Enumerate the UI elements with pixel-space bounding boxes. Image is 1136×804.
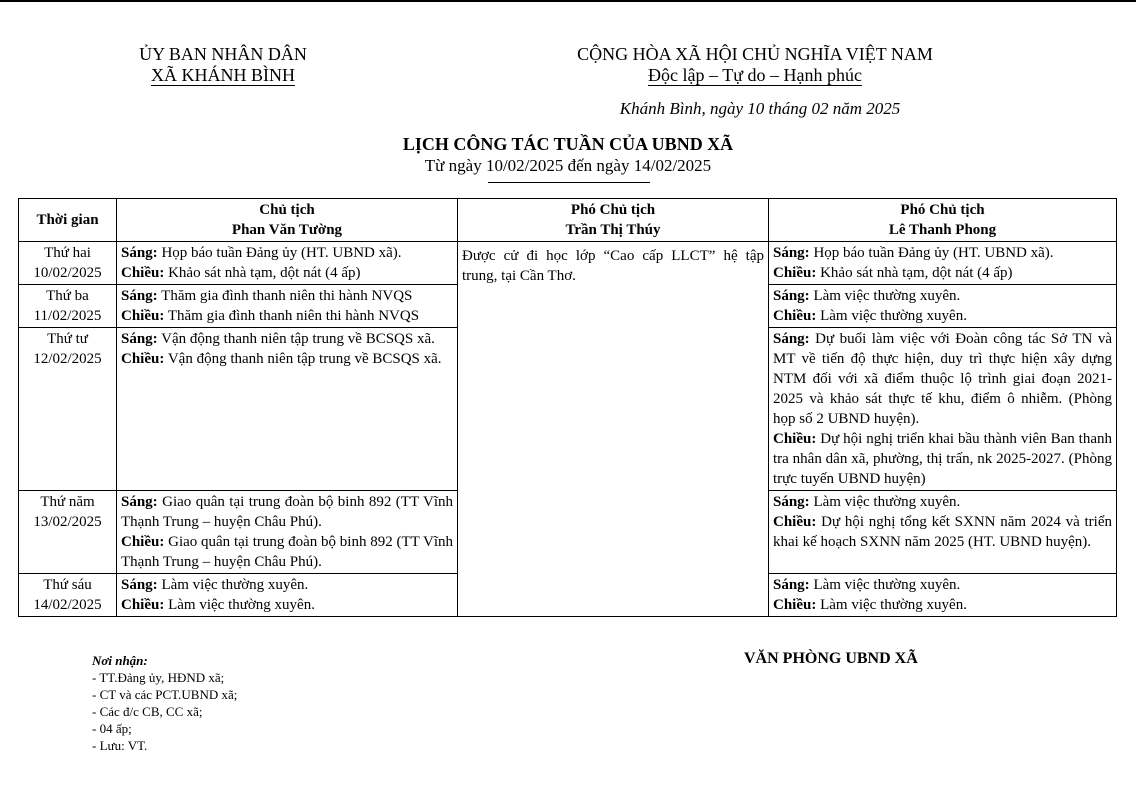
- morning-label: Sáng:: [773, 245, 810, 261]
- signature-office: VĂN PHÒNG UBND XÃ: [744, 650, 918, 667]
- morning-text: Giao quân tại trung đoàn bộ binh 892 (TT Vĩnh Thạnh Trung – huyện Châu Phú).: [121, 494, 454, 530]
- recipient-item: - 04 ấp;: [92, 721, 132, 736]
- afternoon-label: Chiều:: [121, 597, 165, 613]
- vice-chair-2-cell: [769, 574, 1117, 617]
- document-subtitle: Từ ngày 10/02/2025 đến ngày 14/02/2025: [424, 156, 712, 175]
- afternoon-text: Làm việc thường xuyên.: [820, 308, 967, 324]
- org-line-2: XÃ KHÁNH BÌNH: [151, 65, 295, 85]
- afternoon-label: Chiều:: [773, 265, 817, 281]
- document-title: LỊCH CÔNG TÁC TUẦN CỦA UBND XÃ: [402, 134, 734, 154]
- day-date: 13/02/2025: [33, 514, 102, 530]
- morning-text: Dự buổi làm việc với Đoàn công tác Sở TN và MT về tiến độ thực hiện, duy trì thực hiện xây dựng NTM đối với xã điểm thuộc lộ trình giai đoạn 2021-2025 và khảo sát thực tế khu, điểm ô nhiễm. (Phòng họp số 2 UBND huyện).: [773, 331, 1112, 427]
- day-date: 10/02/2025: [33, 265, 102, 281]
- morning-label: Sáng:: [773, 577, 810, 593]
- afternoon-label: Chiều:: [773, 514, 817, 530]
- morning-label: Sáng:: [121, 331, 158, 347]
- morning-text: Vận động thanh niên tập trung về BCSQS xã.: [161, 331, 435, 347]
- afternoon-text: Dự hội nghị tổng kết SXNN năm 2024 và triển khai kế hoạch SXNN năm 2025 (HT. UBND huyện).: [773, 514, 1113, 550]
- day-cell: [19, 285, 117, 328]
- nation-line-1: CỘNG HÒA XÃ HỘI CHỦ NGHĨA VIỆT NAM: [577, 44, 933, 64]
- table-row: [19, 242, 1117, 285]
- afternoon-text: Vận động thanh niên tập trung về BCSQS xã.: [167, 351, 442, 367]
- recipient-item: - TT.Đảng ủy, HĐND xã;: [92, 670, 225, 685]
- chairman-cell: [117, 574, 458, 617]
- chairman-name: Phan Văn Tường: [231, 222, 343, 238]
- day-name: Thứ hai: [44, 245, 91, 261]
- afternoon-text: Làm việc thường xuyên.: [168, 597, 315, 613]
- title-rule: [488, 182, 650, 183]
- day-date: 12/02/2025: [33, 351, 102, 367]
- nation-line-2: Độc lập – Tự do – Hạnh phúc: [648, 65, 862, 85]
- chairman-cell: [117, 328, 458, 491]
- header-vice-chair-2: [769, 199, 1117, 242]
- morning-label: Sáng:: [121, 494, 158, 510]
- vice-chair-1-name: Trần Thị Thúy: [565, 222, 661, 238]
- recipient-item: - Lưu: VT.: [92, 738, 148, 753]
- schedule-table: [18, 198, 1117, 617]
- national-header: [545, 44, 965, 86]
- morning-text: Làm việc thường xuyên.: [161, 577, 309, 593]
- vice-chair-2-cell: [769, 491, 1117, 574]
- morning-label: Sáng:: [121, 577, 158, 593]
- header-chairman: [117, 199, 458, 242]
- recipients-heading: Nơi nhận:: [92, 653, 148, 668]
- vice-chair-2-cell: [769, 242, 1117, 285]
- afternoon-label: Chiều:: [773, 308, 817, 324]
- morning-label: Sáng:: [121, 288, 158, 304]
- place-date: Khánh Bình, ngày 10 tháng 02 năm 2025: [619, 99, 901, 118]
- afternoon-label: Chiều:: [121, 534, 165, 550]
- afternoon-text: Làm việc thường xuyên.: [820, 597, 967, 613]
- table-header-row: [19, 199, 1117, 242]
- morning-label: Sáng:: [773, 494, 810, 510]
- day-name: Thứ năm: [40, 494, 95, 510]
- day-date: 11/02/2025: [33, 308, 102, 324]
- afternoon-label: Chiều:: [773, 431, 817, 447]
- vice-chair-1-cell: [458, 242, 769, 617]
- vice-chair-1-text: Được cử đi học lớp “Cao cấp LLCT” hệ tập trung, tại Cần Thơ.: [462, 248, 764, 284]
- chairman-cell: [117, 285, 458, 328]
- top-border-line: [0, 0, 1136, 2]
- day-cell: [19, 328, 117, 491]
- afternoon-label: Chiều:: [121, 265, 165, 281]
- afternoon-text: Khảo sát nhà tạm, dột nát (4 ấp): [168, 265, 361, 281]
- afternoon-label: Chiều:: [121, 308, 165, 324]
- day-cell: [19, 574, 117, 617]
- afternoon-text: Khảo sát nhà tạm, dột nát (4 ấp): [820, 265, 1013, 281]
- afternoon-label: Chiều:: [773, 597, 817, 613]
- morning-text: Họp báo tuần Đảng ủy (HT. UBND xã).: [813, 245, 1054, 261]
- org-line-1: ỦY BAN NHÂN DÂN: [139, 44, 307, 64]
- day-cell: [19, 491, 117, 574]
- recipient-item: - Các đ/c CB, CC xã;: [92, 704, 203, 719]
- day-name: Thứ ba: [46, 288, 89, 304]
- vice-chair-2-cell: [769, 285, 1117, 328]
- vice-chair-2-cell: [769, 328, 1117, 491]
- afternoon-text: Dự hội nghị triển khai bầu thành viên Ban thanh tra nhân dân xã, phường, thị trấn, nk 2025-2027. (Phòng trực tuyến UBND huyện): [773, 431, 1113, 487]
- morning-label: Sáng:: [773, 331, 810, 347]
- vice-chair-2-role: Phó Chủ tịch: [900, 202, 985, 218]
- chairman-cell: [117, 242, 458, 285]
- chairman-cell: [117, 491, 458, 574]
- morning-label: Sáng:: [121, 245, 158, 261]
- chairman-role: Chủ tịch: [259, 202, 315, 218]
- vice-chair-1-role: Phó Chủ tịch: [570, 202, 656, 218]
- morning-text: Làm việc thường xuyên.: [813, 494, 961, 510]
- recipients-block: [92, 652, 237, 754]
- afternoon-text: Giao quân tại trung đoàn bộ binh 892 (TT Vĩnh Thạnh Trung – huyện Châu Phú).: [121, 534, 454, 570]
- header-time: Thời gian: [19, 199, 117, 242]
- morning-label: Sáng:: [773, 288, 810, 304]
- afternoon-label: Chiều:: [121, 351, 165, 367]
- day-date: 14/02/2025: [33, 597, 102, 613]
- day-name: Thứ tư: [47, 331, 88, 347]
- issuing-org: [107, 44, 339, 86]
- morning-text: Làm việc thường xuyên.: [813, 577, 961, 593]
- day-cell: [19, 242, 117, 285]
- recipient-item: - CT và các PCT.UBND xã;: [92, 687, 238, 702]
- afternoon-text: Thăm gia đình thanh niên thi hành NVQS: [167, 308, 420, 324]
- day-name: Thứ sáu: [43, 577, 92, 593]
- morning-text: Thăm gia đình thanh niên thi hành NVQS: [161, 288, 413, 304]
- header-vice-chair-1: [458, 199, 769, 242]
- vice-chair-2-name: Lê Thanh Phong: [888, 222, 997, 238]
- morning-text: Làm việc thường xuyên.: [813, 288, 961, 304]
- morning-text: Họp báo tuần Đảng ủy (HT. UBND xã).: [161, 245, 402, 261]
